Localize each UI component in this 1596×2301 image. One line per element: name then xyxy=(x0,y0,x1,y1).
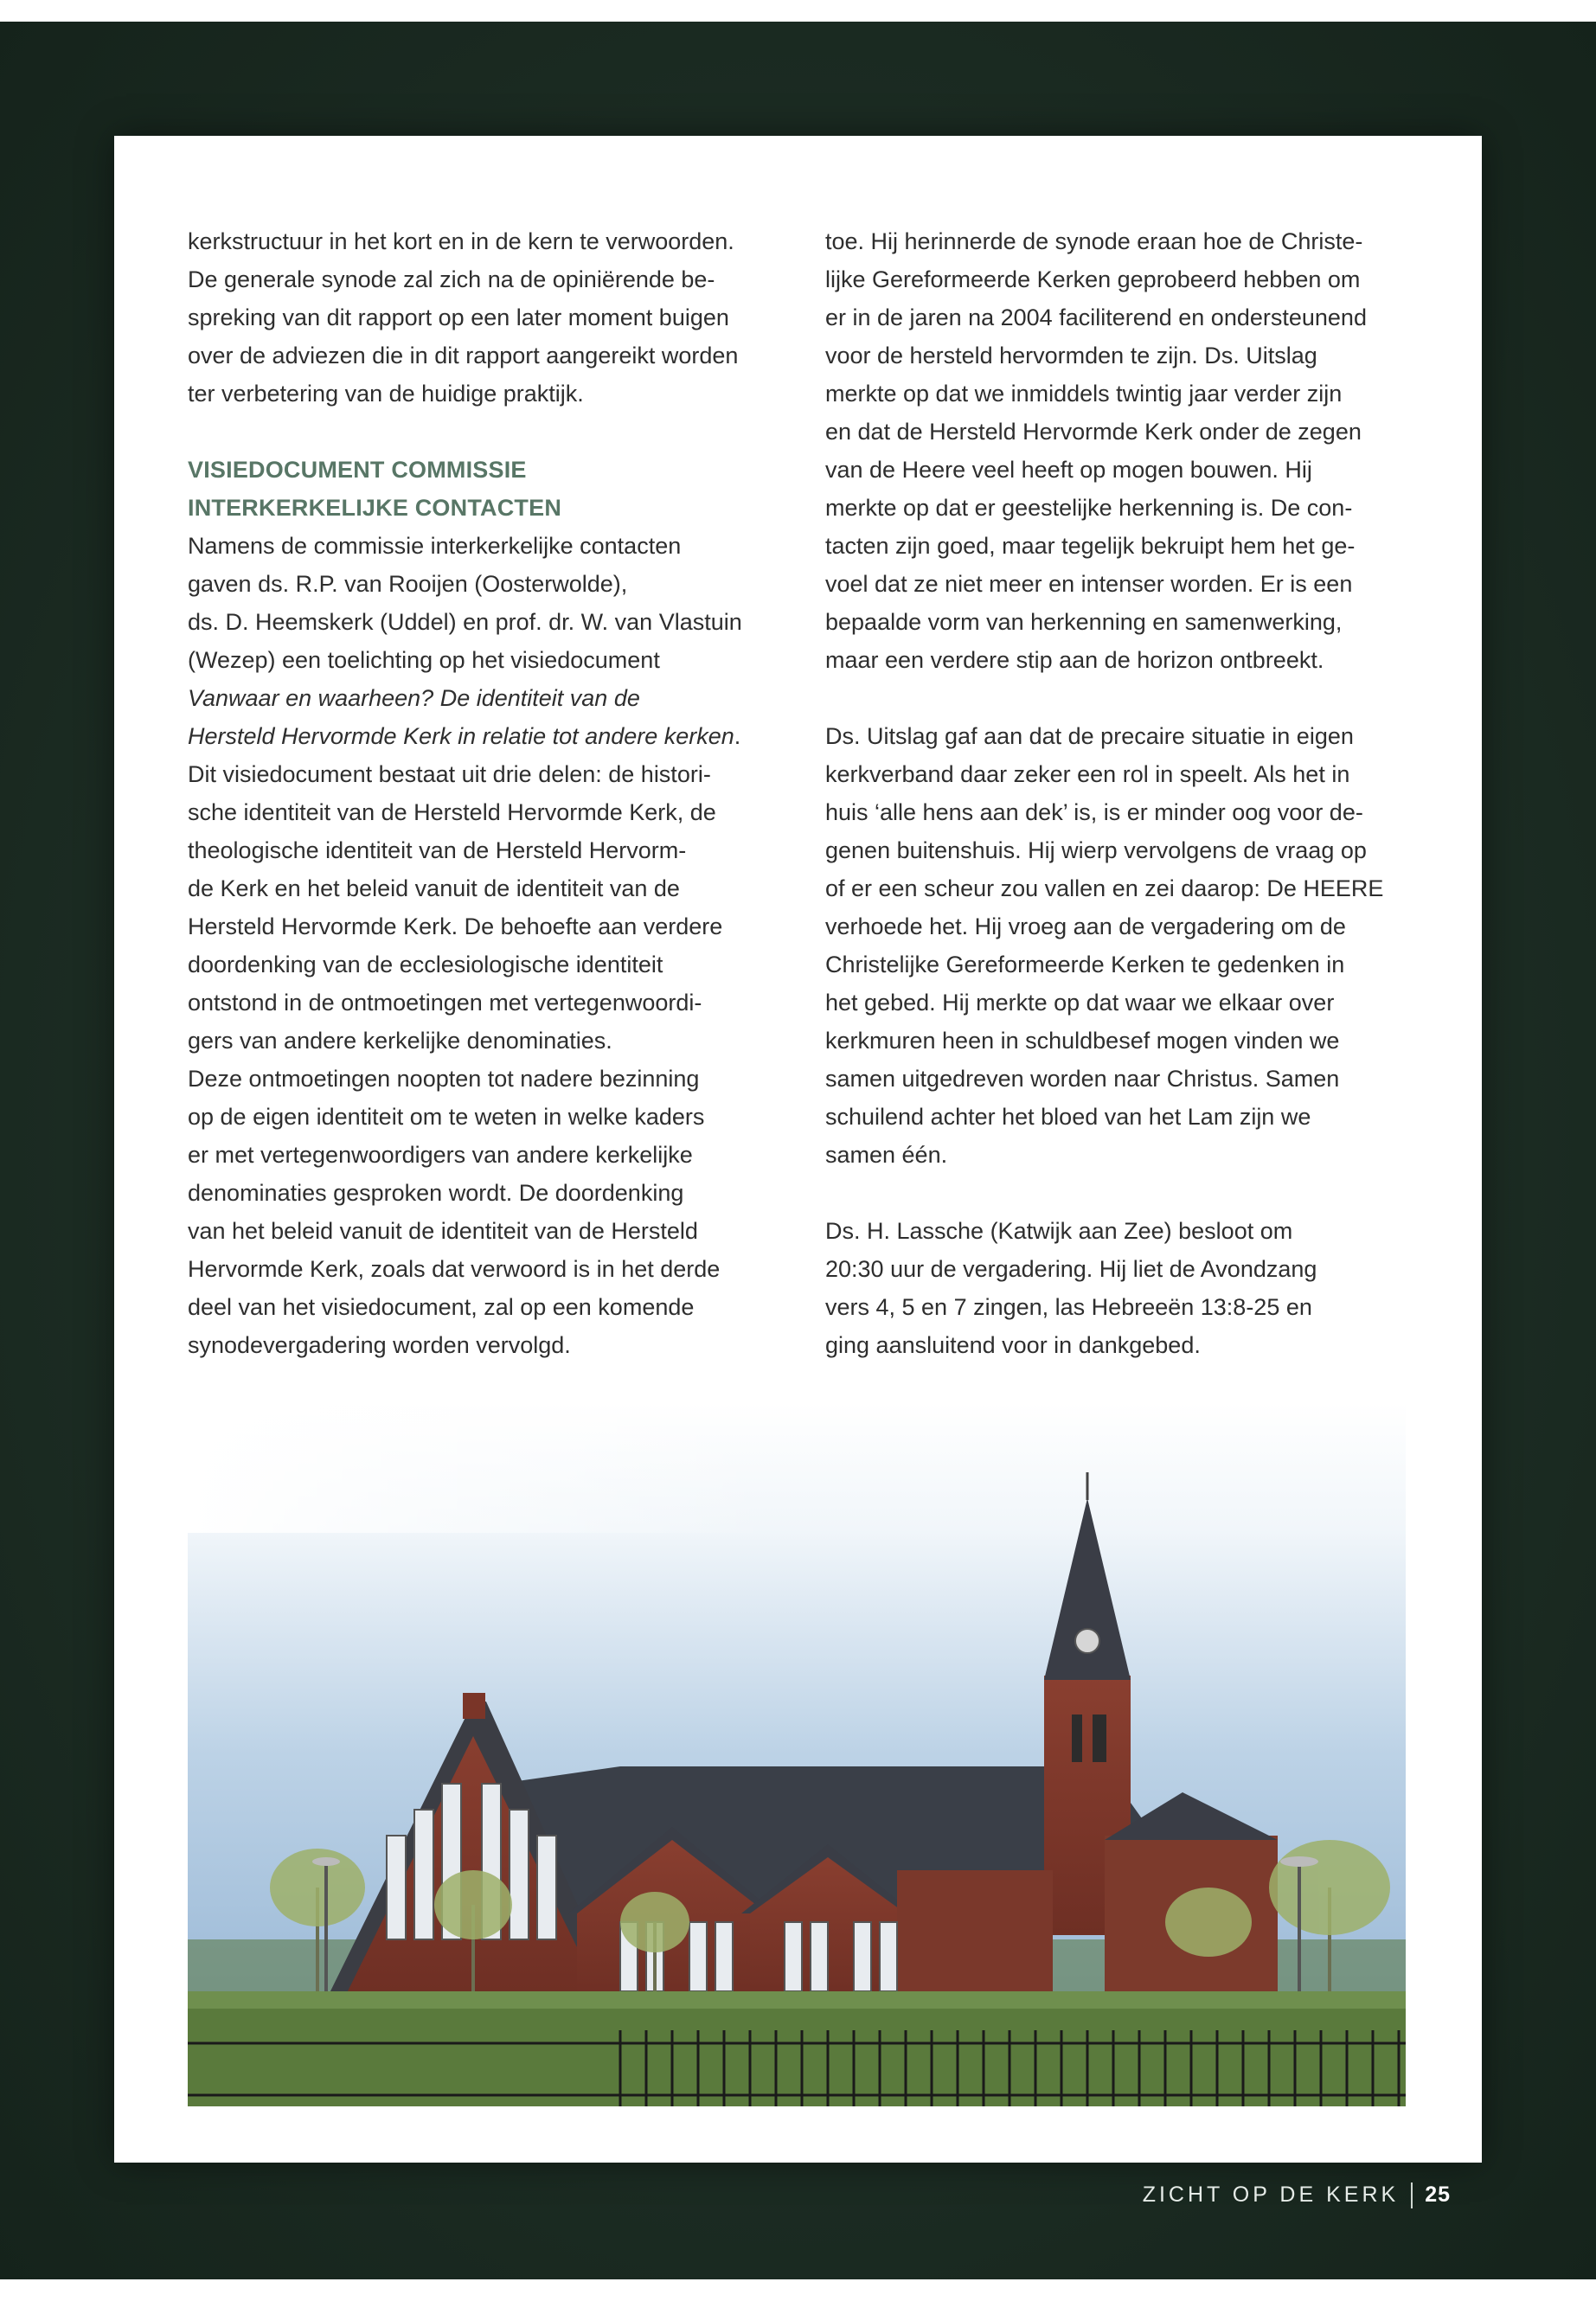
paragraph-intro: kerkstructuur in het kort en in de kern te verwoorden. De generale synode zal zich na de opiniërende be- spreking van dit rapport op een later moment buigen over de adviezen die in dit rapport aangereikt worden ter verbetering van de huidige praktijk. xyxy=(188,228,739,407)
page-number: 25 xyxy=(1425,2182,1451,2207)
paragraph-sluiting: Ds. H. Lassche (Katwijk aan Zee) besloot om 20:30 uur de vergadering. Hij liet de Avondzang vers 4, 5 en 7 zingen, las Hebreeën 13:8-25 en ging aansluitend voor in dankgebed. xyxy=(825,1218,1317,1358)
page-footer xyxy=(1143,2182,1451,2208)
paragraph-precaire-situatie: Ds. Uitslag gaf aan dat de precaire situatie in eigen kerkverband daar zeker een rol in speelt. Als het in huis ‘alle hens aan dek’ is, is er minder oog voor de- genen buitenshuis. Hij wierp vervolgens de vraag op of er een scheur zou vallen en zei daarop: De HEERE verhoede het. Hij vroeg aan de vergadering om de Christelijke Gereformeerde Kerken te gedenken in het gebed. Hij merkte op dat waar we elkaar over kerkmuren heen in schuldbesef mogen vinden we samen uitgedreven worden naar Christus. Samen schuilend achter het bloed van het Lam zijn we samen één. xyxy=(825,723,1384,1168)
paragraph-visiedocument: Namens de commissie interkerkelijke contacten gaven ds. R.P. van Rooijen (Oosterwolde), ds. D. Heemskerk (Uddel) en prof. dr. W. van Vlastuin (Wezep) een toelichting op het visiedocument Vanwaar en waarheen? De identiteit van de Hersteld Hervormde Kerk in relatie tot andere kerken. Dit visiedocument bestaat uit drie delen: de histori- sche identiteit van de Hersteld Hervormde Kerk, de theologische identiteit van de Hersteld Hervorm- de Kerk en het beleid vanuit de identiteit van de Hersteld Hervormde Kerk. De behoefte aan verdere doordenking van de ecclesiologische identiteit ontstond in de ontmoetingen met vertegenwoordi- gers van andere kerkelijke denominaties. Deze ontmoetingen noopten tot nadere bezinning op de eigen identiteit om te weten in welke kaders er met vertegenwoordigers van andere kerkelijke denominaties gesproken wordt. De doordenking van het beleid vanuit de identiteit van de Hersteld Hervormde Kerk, zoals dat verwoord is in het derde deel van het visiedocument, zal op een komende synodevergadering worden vervolgd. xyxy=(188,533,742,1358)
paragraph-toespraak-cont: toe. Hij herinnerde de synode eraan hoe de Christe- lijke Gereformeerde Kerken geprobeerd hebben om er in de jaren na 2004 faciliterend en ondersteunend voor de hersteld hervormden te zijn. Ds. Uitslag merkte op dat we inmiddels twintig jaar verder zijn en dat de Hersteld Hervormde Kerk onder de zegen van de Heere veel heeft op mogen bouwen. Hij merkte op dat er geestelijke herkenning is. De con- tacten zijn goed, maar tegelijk bekruipt hem het ge- voel dat ze niet meer en intenser worden. Er is een bepaalde vorm van herkenning en samenwerking, maar een verdere stip aan de horizon ontbreekt. xyxy=(825,228,1367,673)
footer-divider xyxy=(1411,2182,1413,2208)
right-column xyxy=(825,222,1413,1364)
document-title-cont: Hersteld Hervormde Kerk in relatie tot andere kerken xyxy=(188,723,734,749)
magazine-name: ZICHT OP DE KERK xyxy=(1142,2182,1400,2207)
magazine-page xyxy=(114,136,1482,2163)
church-photo xyxy=(188,1403,1406,2106)
section-heading-visiedocument: VISIEDOCUMENT COMMISSIE INTERKERKELIJKE CONTACTEN xyxy=(188,457,562,521)
document-title: Vanwaar en waarheen? De identiteit van de xyxy=(188,685,640,711)
left-column xyxy=(188,222,776,1516)
